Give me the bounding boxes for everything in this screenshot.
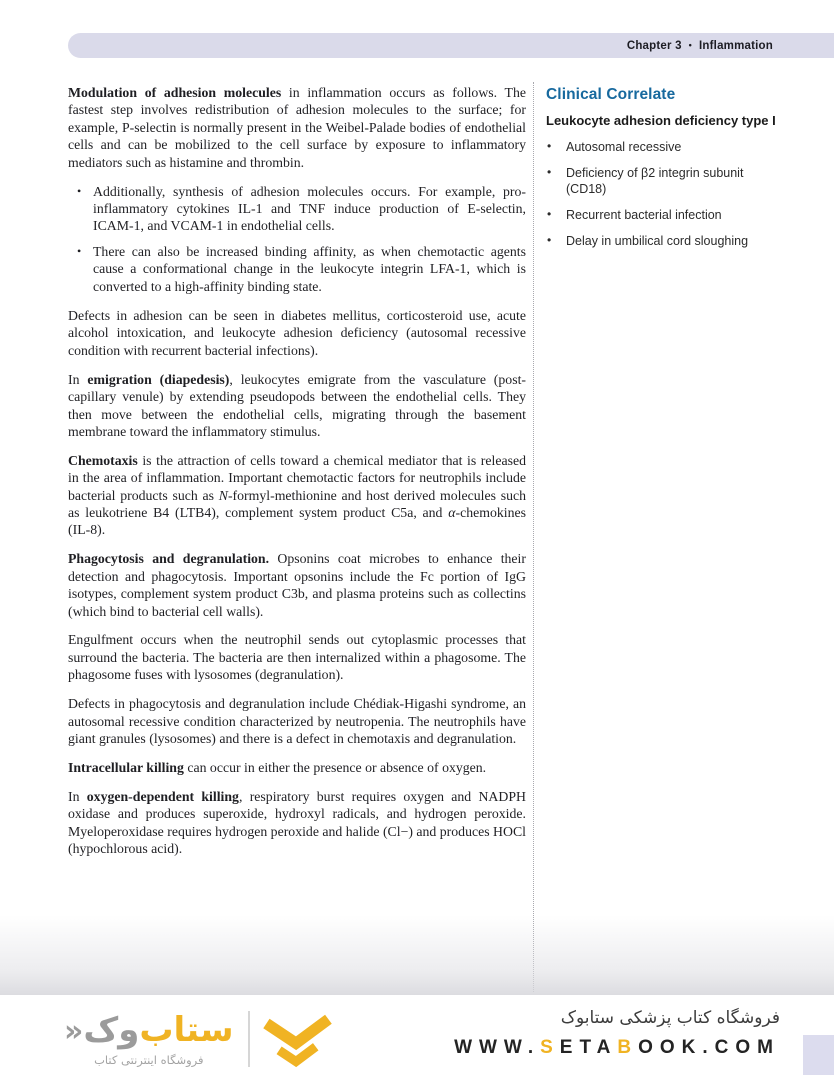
logo-wordmark <box>64 1009 234 1050</box>
sidebar-bullet-item: • Delay in umbilical cord sloughing <box>547 233 749 248</box>
paragraph: Engulfment occurs when the neutrophil sends out cytoplasmic processes that surround the bacteria. The bacteria are then internalized within a phagosome. The phagosome fuses with lysosomes (degranulation). <box>68 632 526 683</box>
sidebar-bullet-list <box>546 139 782 249</box>
paragraph: In oxygen-dependent killing, respiratory burst requires oxygen and NADPH oxidase and produces superoxide, hydroxyl radicals, and hydrogen peroxide. Myeloperoxidase requires hydrogen peroxide and halide (Cl−) and produces HOCl (hypochlorous acid). <box>68 788 526 857</box>
page-bottom-shadow <box>0 915 834 995</box>
chapter-title: Inflammation <box>699 39 773 52</box>
quote-mark-icon: « <box>64 1013 84 1049</box>
bullet-icon: • <box>547 207 552 221</box>
store-name-line: فروشگاه کتاب پزشکی ستابوک <box>560 1008 780 1028</box>
bullet-icon: • <box>547 139 552 153</box>
paragraph: Defects in phagocytosis and degranulation include Chédiak-Higashi syndrome, an autosomal recessive condition characterized by neutropenia. The neutrophils have giant granules (lysosomes) and there is a defect in chemotaxis and degranulation. <box>68 696 526 746</box>
wordmark-gray-part: وک <box>83 1009 140 1050</box>
main-text-column <box>68 84 526 869</box>
sidebar-heading: Clinical Correlate <box>546 86 676 103</box>
bullet-item: • Additionally, synthesis of adhesion molecules occurs. For example, pro-inflammatory cytokines IL-1 and TNF induce production of E-selectin, ICAM-1, and VCAM-1 in endothelial cells. <box>77 183 526 234</box>
sidebar-bullet-item: • Recurrent bacterial infection <box>547 207 722 222</box>
bookstore-logo <box>64 1008 333 1070</box>
logo-wordmark-stack <box>64 1009 234 1067</box>
paragraph: Intracellular killing can occur in either the presence or absence of oxygen. <box>68 759 487 775</box>
logo-tagline: فروشگاه اینترنتی کتاب <box>94 1052 204 1067</box>
paragraph: Defects in adhesion can be seen in diabetes mellitus, corticosteroid use, acute alcohol intoxication, and leukocyte adhesion deficiency (autosomal recessive condition with recurrent bacterial infections). <box>68 307 526 358</box>
bullet-icon: • <box>547 165 552 179</box>
chapter-label: Chapter 3 <box>626 39 682 52</box>
chapter-header-bar <box>68 33 834 58</box>
sidebar-bullet-item: • Deficiency of β2 integrin subunit (CD18) <box>547 165 744 196</box>
clinical-correlate-sidebar <box>546 86 782 259</box>
separator-dot-icon: • <box>688 39 693 50</box>
column-divider <box>533 82 534 992</box>
bullet-icon: • <box>77 183 82 198</box>
sidebar-bullet-item: • Autosomal recessive <box>547 139 682 154</box>
paragraph: Modulation of adhesion molecules in inflammation occurs as follows. The fastest step involves redistribution of adhesion molecules to the surface; for example, P-selectin is normally present in the Weibel-Palade bodies of endothelial cells and can be mobilized to the cell surface by exposure to inflammatory mediators such as histamine and thrombin. <box>68 85 526 170</box>
double-chevron-icon <box>259 1008 333 1070</box>
logo-divider <box>248 1011 250 1067</box>
wordmark-yellow-part: ستاب <box>139 1009 234 1050</box>
bullet-icon: • <box>547 233 552 247</box>
bullet-icon: • <box>77 243 82 258</box>
sidebar-subheading: Leukocyte adhesion deficiency type I <box>546 113 776 128</box>
paragraph: Phagocytosis and degranulation. Opsonins coat microbes to enhance their detection and phagocytosis. Important opsonins include the Fc portion of IgG isotypes, complement system product C3b, and plasma proteins such as collectins (which bind to bacterial cell walls). <box>68 551 526 619</box>
page-corner-tab <box>803 1035 834 1075</box>
paragraph: Chemotaxis is the attraction of cells toward a chemical mediator that is released in the area of inflammation. Important chemotactic factors for neutrophils include bacterial products such as N-formyl-methionine and host derived molecules such as leukotriene B4 (LTB4), complement system product C5a, and α-chemokines (IL-8). <box>68 452 526 538</box>
bullet-item: • There can also be increased binding affinity, as when chemotactic agents cause a conformational change in the leukocyte integrin LFA-1, which is converted to a high-affinity binding state. <box>77 243 526 294</box>
website-url: WWW.SETABOOK.COM <box>454 1037 780 1058</box>
paragraph: In emigration (diapedesis), leukocytes emigrate from the vasculature (post-capillary venule) by extending pseudopods between the endothelial cells. They then move between the endothelial cells, migrating through the basement membrane toward the inflammatory stimulus. <box>68 371 526 439</box>
bullet-list <box>68 183 526 295</box>
bookstore-text <box>454 1005 780 1059</box>
bookstore-watermark-footer <box>0 995 834 1080</box>
